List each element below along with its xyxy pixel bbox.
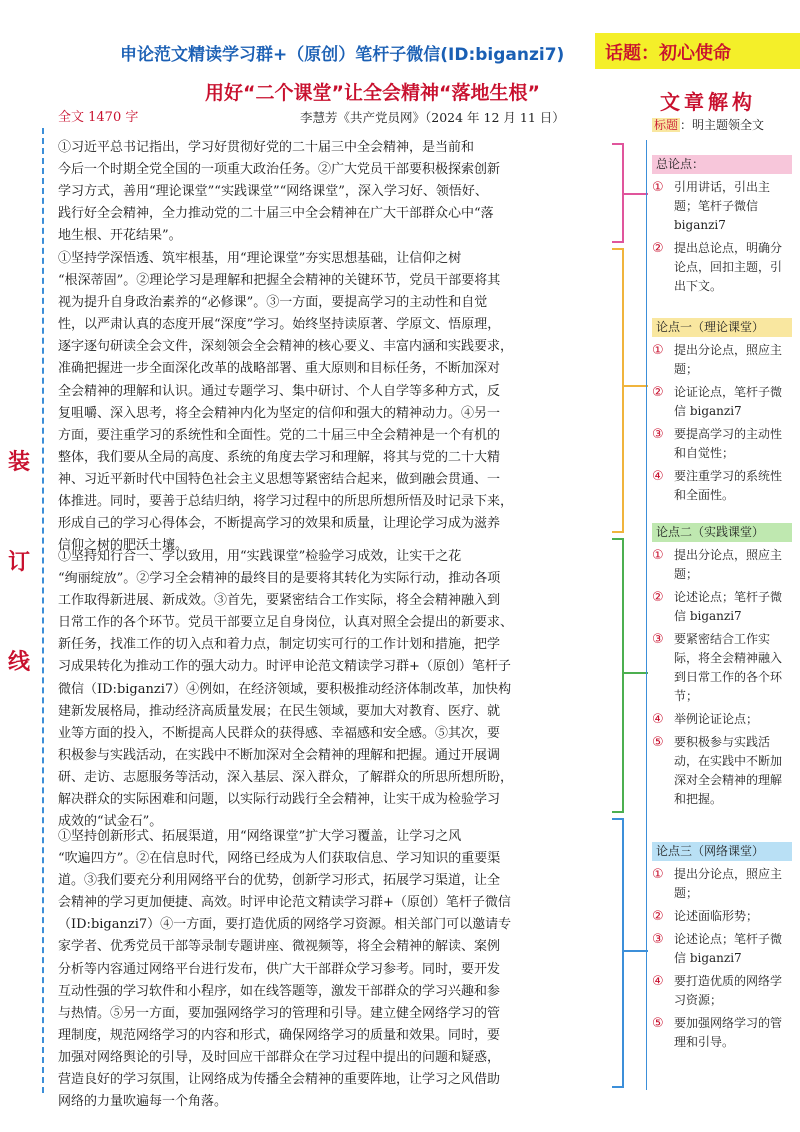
paragraph-line: “绚丽绽放”。②学习全会精神的最终目的是要将其转化为实际行动，推动各项 (58, 571, 501, 587)
paragraph-line: 地生根、开花结果”。 (58, 228, 182, 244)
paragraph-line: 会精神的学习更加便捷、高效。时评申论范文精读学习群+（原创）笔杆子微信 (58, 895, 511, 911)
paragraph-line: 习成果转化为推动工作的强大动力。时评申论范文精读学习群+（原创）笔杆子 (58, 659, 511, 675)
paragraph-line: 信仰之树的肥沃土壤。 (58, 538, 189, 554)
paragraph-line: 学习方式，善用“理论课堂”“实践课堂”“网络课堂”，深入学习好、领悟好、 (58, 184, 488, 200)
paragraph-line: 新任务，找准工作的切入点和着力点，制定切实可行的工作计划和措施，把学 (58, 637, 501, 653)
paragraph-line: 与热情。⑤另一方面，要加强网络学习的管理和引导。建立健全网络学习的管 (58, 1005, 501, 1021)
topic-label: 话题：初心使命 (605, 43, 731, 64)
sidebar-section-point-three (652, 842, 792, 1056)
connector-theory (624, 385, 648, 387)
sidebar-item-text: 引用讲话，引出主题；笔杆子微信 biganzi7 (674, 180, 771, 232)
sidebar-heading: 文章解构 (660, 90, 756, 114)
sidebar-item-number: ③ (652, 427, 664, 442)
paragraph-line: 全会精神的理解和认识。通过专题学习、集中研讨、个人自学等多种方式，反 (58, 383, 501, 399)
sidebar-item (652, 341, 792, 379)
sidebar-section-title: 论点三（网络课堂） (652, 842, 792, 861)
paragraph-line: 解决群众的实际困难和问题，以实际行动践行全会精神，让实干成为检验学习 (58, 792, 501, 808)
paragraph-line: 网络的力量吹遍每一个角落。 (58, 1094, 228, 1110)
sidebar-item-number: ⑤ (652, 1016, 664, 1031)
paragraph-line: 日常工作的各个环节。党员干部要立足自身岗位，认真对照全会提出的新要求、 (58, 615, 514, 631)
sidebar-item-number: ④ (652, 469, 664, 484)
article-byline: 李慧芳《共产党员网》（2024 年 12 月 11 日） (300, 110, 565, 125)
sidebar-item-text: 要打造优质的网络学习资源； (674, 974, 783, 1007)
paragraph-line: 家学者、优秀党员干部等录制专题讲座、微视频等，将全会精神的解读、案例 (58, 939, 501, 955)
sidebar-item (652, 972, 792, 1010)
banner-title: 申论范文精读学习群+（原创）笔杆子微信(ID:biganzi7) (120, 45, 565, 65)
paragraph-line: 神、习近平新时代中国特色社会主义思想等紧密结合起来，做到融会贯通、一 (58, 471, 501, 487)
sidebar-section-title: 论点二（实践课堂） (652, 523, 792, 542)
paragraph-line: 加强对网络舆论的引导，及时回应干部群众在学习过程中提出的问题和疑惑， (58, 1049, 501, 1065)
paragraph-network (58, 826, 610, 1110)
sidebar-item-number: ⑤ (652, 735, 664, 750)
paragraph-line: 形成自己的学习心得体会，不断提高学习的效果和质量，让理论学习成为滋养 (58, 516, 501, 532)
article-body (58, 137, 610, 1110)
sidebar-item (652, 588, 792, 626)
connector-intro (624, 193, 648, 195)
sidebar-item (652, 907, 792, 926)
sidebar-item-number: ③ (652, 632, 664, 647)
bracket-theory (612, 248, 624, 533)
sidebar-item-number: ① (652, 343, 664, 358)
article-title: 用好“二个课堂”让全会精神“落地生根” (205, 82, 540, 104)
sidebar-item-number: ① (652, 548, 664, 563)
sidebar-item-number: ④ (652, 974, 664, 989)
sidebar-item-number: ② (652, 241, 664, 256)
sidebar-item-text: 要注重学习的系统性和全面性。 (674, 469, 783, 502)
sidebar-title-tag (652, 116, 764, 133)
paragraph-line: 建新发展格局，推动经济高质量发展；在民生领域，要加大对教育、医疗、就 (58, 703, 501, 719)
sidebar-item (652, 930, 792, 968)
paragraph-practice (58, 546, 610, 830)
paragraph-line: 复咀嚼、深入思考，将全会精神内化为坚定的信仰和强大的精神动力。④另一 (58, 405, 501, 421)
paragraph-line: 互动性强的学习软件和小程序，如在线答题等，激发干部群众的学习兴趣和参 (58, 983, 501, 999)
paragraph-line: 视为提升自身政治素养的“必修课”。③一方面，要提高学习的主动性和自觉 (58, 295, 488, 311)
paragraph-line: ①坚持学深悟透、筑牢根基，用“理论课堂”夯实思想基础，让信仰之树 (58, 251, 462, 266)
sidebar-item (652, 425, 792, 463)
paragraph-line: 道。③我们要充分利用网络平台的优势，创新学习形式，拓展学习渠道，让全 (58, 873, 501, 889)
sidebar-item-text: 举例论证论点； (674, 712, 759, 726)
paragraph-line: 微信（ID:biganzi7）④例如，在经济领域，要积极推动经济体制改革，加快构 (58, 681, 512, 697)
sidebar-item (652, 178, 792, 235)
paragraph-line: 整体，我们要从全局的高度、系统的角度去学习和理解，将其与党的二十大精 (58, 449, 501, 465)
bracket-network (612, 818, 624, 1088)
paragraph-line: 方面，要注重学习的系统性和全面性。党的二十届三中全会精神是一个有机的 (58, 427, 501, 443)
sidebar-item (652, 865, 792, 903)
paragraph-line: 践行好全会精神，全力推动党的二十届三中全会精神在广大干部群众心中“落 (58, 206, 494, 222)
paragraph-intro (58, 137, 610, 245)
paragraph-line: ①习近平总书记指出，学习好贯彻好党的二十届三中全会精神，是当前和 (58, 140, 475, 155)
bracket-intro (612, 143, 624, 243)
paragraph-line: 准确把握进一步全面深化改革的战略部署、重大原则和目标任务，不断加深对 (58, 361, 501, 377)
paragraph-line: ①坚持知行合一、学以致用，用“实践课堂”检验学习成效，让实干之花 (58, 549, 462, 564)
bracket-practice (612, 538, 624, 813)
sidebar-item-text: 提出分论点，照应主题； (674, 343, 783, 376)
paragraph-line: 理制度，规范网络学习的内容和形式，确保网络学习的质量和效果。同时，要 (58, 1027, 501, 1043)
paragraph-theory (58, 248, 610, 554)
sidebar-item-number: ③ (652, 932, 664, 947)
sidebar-item-text: 要紧密结合工作实际，将全会精神融入到日常工作的各个环节； (674, 632, 783, 703)
sidebar-item-text: 提出分论点，照应主题； (674, 867, 783, 900)
sidebar-item-text: 要加强网络学习的管理和引导。 (674, 1016, 783, 1049)
binding-dashed-line (42, 128, 44, 1093)
paragraph-line: 今后一个时期全党全国的一项重大政治任务。②广大党员干部要积极探索创新 (58, 162, 501, 178)
paragraph-line: 成效的“试金石”。 (58, 814, 163, 830)
sidebar-item (652, 239, 792, 296)
sidebar-divider (646, 140, 647, 1090)
paragraph-line: （ID:biganzi7）④一方面，要打造优质的网络学习资源。相关部门可以邀请专 (58, 917, 512, 933)
paragraph-line: 营造良好的学习氛围，让网络成为传播全会精神的重要阵地，让学习之风借助 (58, 1072, 501, 1088)
title-tag-text: ：明主题领全文 (680, 118, 765, 132)
sidebar-item (652, 467, 792, 505)
connector-network (624, 950, 648, 952)
sidebar-item-text: 要提高学习的主动性和自觉性； (674, 427, 783, 460)
sidebar-item-number: ① (652, 180, 664, 195)
sidebar-item-text: 提出总论点，明确分论点，回扣主题，引出下文。 (674, 241, 783, 293)
sidebar-item-number: ② (652, 385, 664, 400)
sidebar-item (652, 710, 792, 729)
sidebar-section-point-one (652, 318, 792, 509)
binding-char-xian: 线 (8, 650, 31, 675)
paragraph-line: 逐字逐句研读全会文件，深刻领会全会精神的核心要义、丰富内涵和实践要求， (58, 339, 514, 355)
sidebar-item-text: 论述论点；笔杆子微信 biganzi7 (674, 590, 783, 623)
paragraph-line: 分析等内容通过网络平台进行发布，供广大干部群众学习参考。同时，要开发 (58, 961, 501, 977)
sidebar-item (652, 630, 792, 706)
sidebar-section-thesis (652, 155, 792, 300)
paragraph-line: 性，以严肃认真的态度开展“深度”学习。始终坚持读原著、学原文、悟原理， (58, 317, 501, 333)
sidebar-item-number: ④ (652, 712, 664, 727)
sidebar-item (652, 383, 792, 421)
title-tag-label: 标题 (654, 118, 679, 132)
binding-char-zhuang: 装 (8, 450, 31, 475)
paragraph-line: 工作取得新进展、新成效。③首先，要紧密结合工作实际，将全会精神融入到 (58, 593, 501, 609)
sidebar-item-text: 论证论点，笔杆子微信 biganzi7 (674, 385, 783, 418)
sidebar-item (652, 546, 792, 584)
binding-char-ding: 订 (8, 550, 31, 575)
sidebar-section-title: 总论点： (652, 155, 792, 174)
sidebar-item-text: 论述面临形势； (674, 909, 759, 923)
paragraph-line: 研、走访、志愿服务等活动，深入基层、深入群众，了解群众的所思所想所盼， (58, 769, 514, 785)
sidebar-section-point-two (652, 523, 792, 813)
sidebar-item-number: ① (652, 867, 664, 882)
sidebar-item-text: 要积极参与实践活动，在实践中不断加深对全会精神的理解和把握。 (674, 735, 783, 806)
sidebar-section-title: 论点一（理论课堂） (652, 318, 792, 337)
connector-practice (624, 672, 648, 674)
sidebar-item-number: ② (652, 909, 664, 924)
paragraph-line: ①坚持创新形式、拓展渠道，用“网络课堂”扩大学习覆盖，让学习之风 (58, 829, 462, 844)
sidebar-item (652, 733, 792, 809)
sidebar-item-text: 提出分论点，照应主题； (674, 548, 783, 581)
sidebar-item-number: ② (652, 590, 664, 605)
word-count: 全文 1470 字 (58, 110, 139, 125)
paragraph-line: 业等方面的投入，不断提高人民群众的获得感、幸福感和安全感。⑤其次，要 (58, 725, 501, 741)
paragraph-line: 积极参与实践活动，在实践中不断加深对全会精神的理解和把握。通过开展调 (58, 747, 501, 763)
paragraph-line: “根深蒂固”。②理论学习是理解和把握全会精神的关键环节，党员干部要将其 (58, 273, 501, 289)
paragraph-line: 体推进。同时，要善于总结归纳，将学习过程中的所思所想所悟及时记录下来， (58, 494, 514, 510)
sidebar-item (652, 1014, 792, 1052)
sidebar-item-text: 论述论点；笔杆子微信 biganzi7 (674, 932, 783, 965)
paragraph-line: “吹遍四方”。②在信息时代，网络已经成为人们获取信息、学习知识的重要渠 (58, 851, 501, 867)
